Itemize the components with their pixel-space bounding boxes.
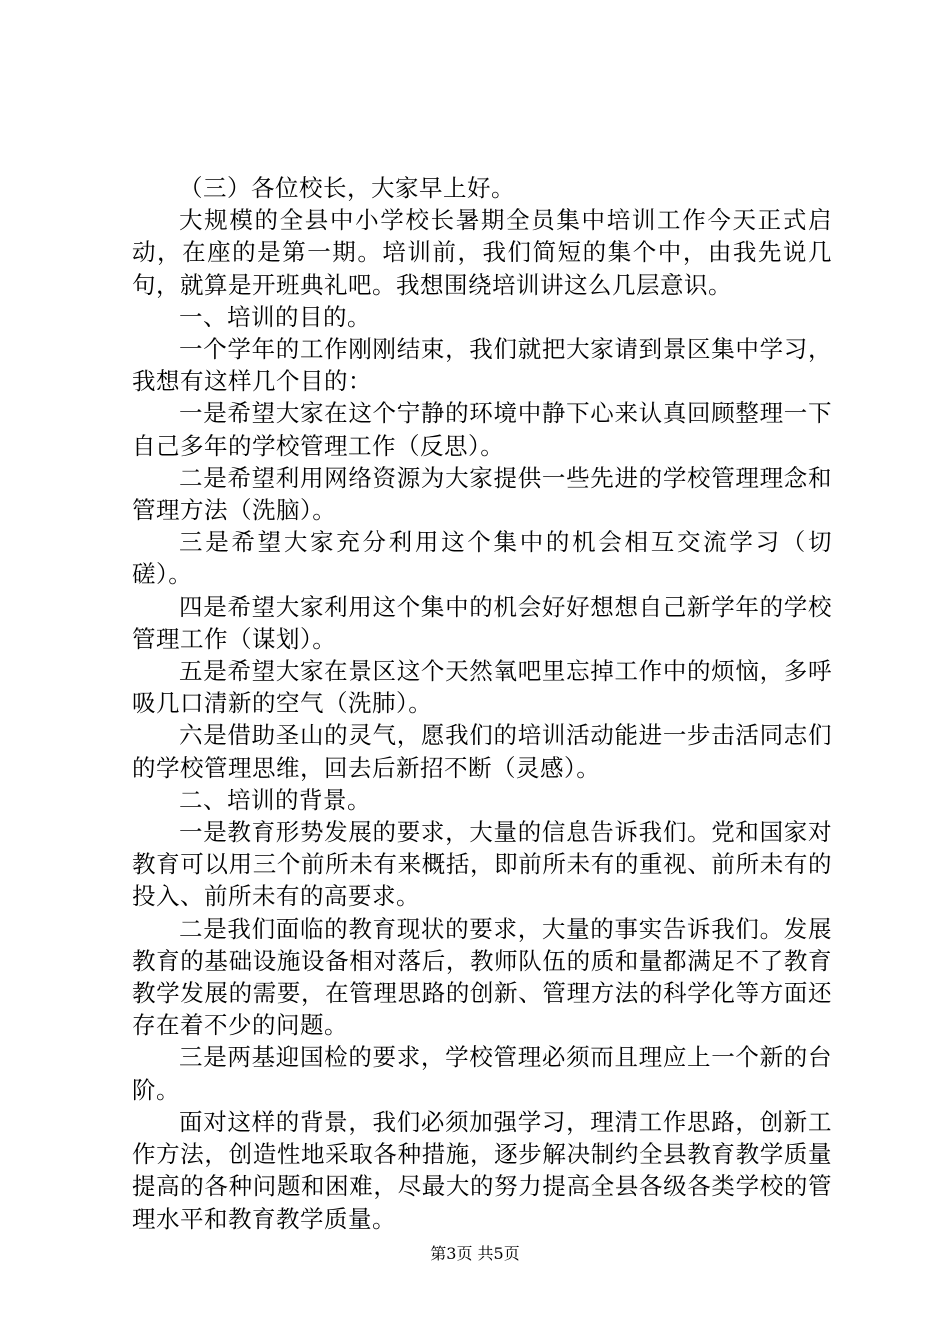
section-heading-purpose: 一、培训的目的。: [179, 302, 371, 331]
paragraph-greeting: （三）各位校长，大家早上好。: [179, 174, 515, 202]
background-item-2: 二是我们面临的教育现状的要求，大量的事实告诉我们。发展教育的基础设施设备相对落后，教师队伍的质和量都满足不了教育教学发展的需要，在管理思路的创新、管理方法的科学化等方面还存在着不少的问题。: [132, 914, 832, 1040]
background-item-1: 一是教育形势发展的要求，大量的信息告诉我们。党和国家对教育可以用三个前所未有来概括，即前所未有的重视、前所未有的投入、前所未有的高要求。: [132, 818, 832, 911]
paragraph-purpose-lead: 一个学年的工作刚刚结束，我们就把大家请到景区集中学习，我想有这样几个目的：: [132, 335, 832, 396]
purpose-item-3: 三是希望大家充分利用这个集中的机会相互交流学习（切磋）。: [132, 528, 832, 589]
background-item-3: 三是两基迎国检的要求，学校管理必须而且理应上一个新的台阶。: [132, 1043, 832, 1104]
paragraph-conclusion: 面对这样的背景，我们必须加强学习，理清工作思路，创新工作方法，创造性地采取各种措施，逐步解决制约全县教育教学质量提高的各种问题和困难，尽最大的努力提高全县各级各类学校的管理水平和教育教学质量。: [132, 1107, 832, 1233]
purpose-item-6: 六是借助圣山的灵气，愿我们的培训活动能进一步击活同志们的学校管理思维，回去后新招不断（灵感）。: [132, 721, 832, 782]
purpose-item-2: 二是希望利用网络资源为大家提供一些先进的学校管理理念和管理方法（洗脑）。: [132, 463, 832, 525]
purpose-item-1: 一是希望大家在这个宁静的环境中静下心来认真回顾整理一下自己多年的学校管理工作（反思）。: [132, 399, 832, 460]
purpose-item-5: 五是希望大家在景区这个天然氧吧里忘掉工作中的烦恼，多呼吸几口清新的空气（洗肺）。: [132, 657, 832, 718]
section-heading-background: 二、培训的背景。: [179, 785, 371, 814]
page-number-footer: 第3页 共5页: [430, 1244, 520, 1263]
purpose-item-4: 四是希望大家利用这个集中的机会好好想想自己新学年的学校管理工作（谋划）。: [132, 592, 832, 653]
paragraph-intro: 大规模的全县中小学校长暑期全员集中培训工作今天正式启动，在座的是第一期。培训前，我们简短的集个中，由我先说几句，就算是开班典礼吧。我想围绕培训讲这么几层意识。: [132, 206, 832, 299]
document-body: [132, 172, 832, 1235]
